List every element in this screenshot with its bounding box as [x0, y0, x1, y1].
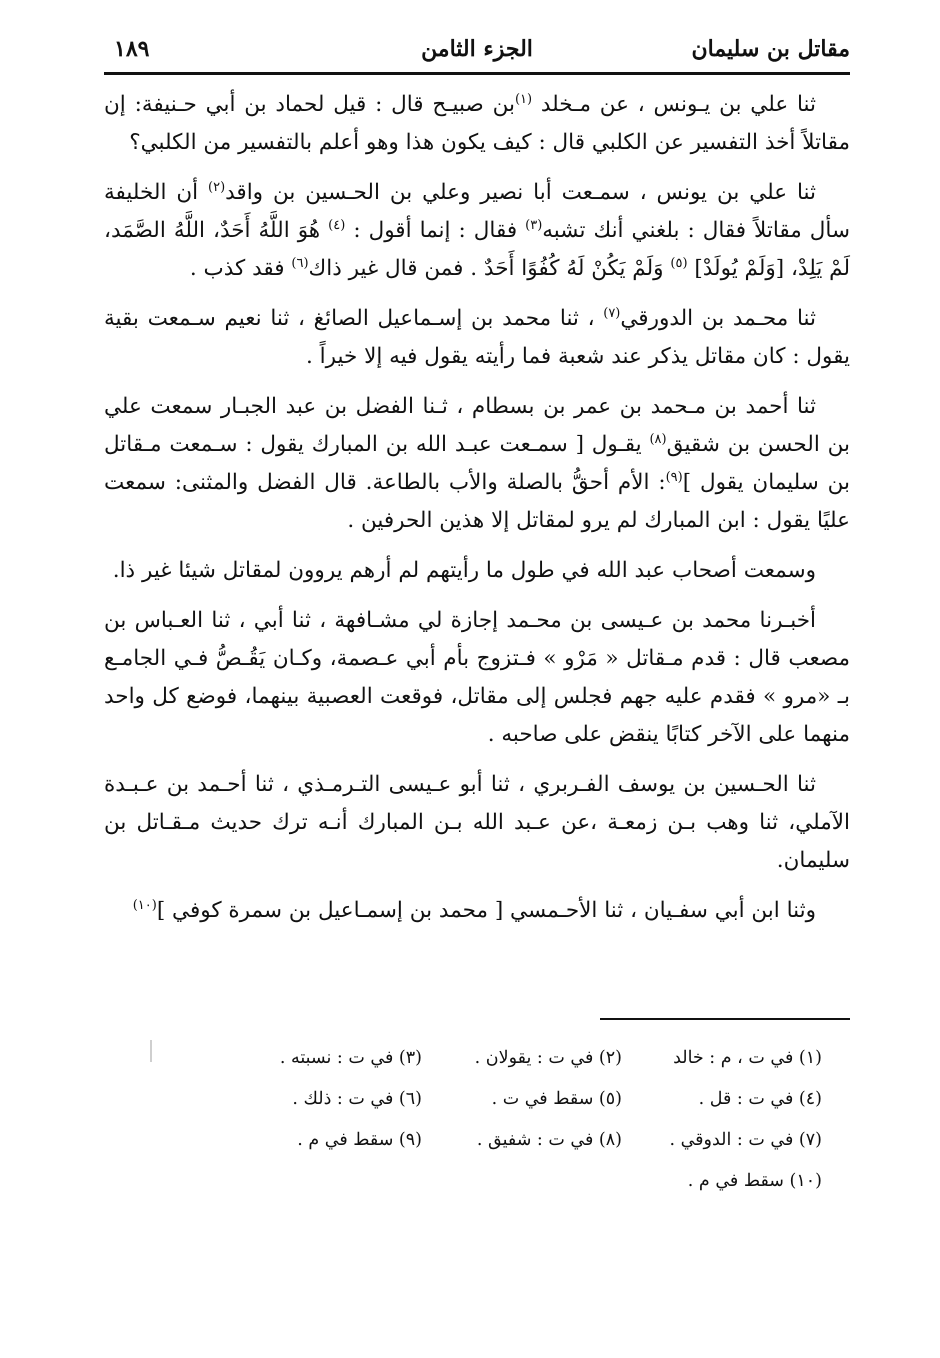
footnote-ref: (٩) [665, 469, 683, 485]
paragraph-text: فقد كذب . [189, 256, 292, 281]
paragraph [104, 552, 850, 590]
page-number: ١٨٩ [114, 36, 150, 62]
paragraph-text: وَلَمْ يَكُنْ لَهُ كُفُوًا أَحَدٌ . فمن قال غير ذاك [308, 256, 671, 281]
paragraph [104, 602, 850, 754]
running-header [104, 32, 850, 75]
paragraph-text: وثنا ابن أبي سفـيان ، ثنا الأحـمسي [ محمد بن إسمـاعيل بن سمرة كوفي ] [156, 898, 816, 923]
volume-label: الجزء الثامن [421, 36, 533, 62]
paragraph-text: هُوَ اللَّهُ أَحَدٌ، اللَّهُ الصَّمَد، لَمْ يَلِدْ، [وَلَمْ يُولَدْ] [104, 218, 850, 281]
footnote: (٤) في ت : قل . [698, 1089, 822, 1109]
paragraph-text: وسمعت أصحاب عبد الله في طول ما رأيتهم لم أرهم يروون لمقاتل شيئا غير ذا. [112, 558, 816, 583]
footnote: (٦) في ت : ذلك . [292, 1089, 422, 1109]
paragraph-text: ثنا علي بن يونس ، سمـعت أبا نصير وعلي بن الحـسين بن واقد [225, 180, 817, 205]
paragraph [104, 300, 850, 376]
paragraph-text: فقال : إنما أقول : [345, 218, 526, 243]
paragraph [104, 174, 850, 288]
footnote: (٧) في ت : الدوقي . [669, 1130, 822, 1150]
footnote-row [222, 1161, 822, 1202]
footnote-ref: (٨) [649, 431, 667, 447]
paragraph-text: ثنا محـمد بن الدورقي [620, 306, 816, 331]
footnote-ref: (٢) [208, 179, 226, 195]
footnote-ref: (١) [514, 91, 533, 107]
footnote: (٣) في ت : نسبته . [279, 1048, 422, 1068]
paragraph-text: ثنا علي بن يـونس ، عن مـخلد [532, 92, 816, 117]
footnote: (١) في ت ، م : خالد [673, 1048, 822, 1068]
footnote-separator [600, 1018, 850, 1020]
paragraph [104, 892, 850, 930]
footnote: (٨) في ت : شفيق . [476, 1130, 622, 1150]
footnote-row [222, 1038, 822, 1079]
footnote-row [222, 1120, 822, 1161]
paragraph-text: أن الخليفة سأل مقاتلاً فقال : بلغني أنك تشبه [104, 180, 850, 243]
paragraph [104, 766, 850, 880]
footnote-ref: (٣) [525, 217, 543, 233]
footnote: (٥) سقط في ت . [491, 1089, 622, 1109]
scan-mark [150, 1040, 152, 1062]
paragraph-text: يقـول [ سمـعت عبـد الله بن المبارك يقول : سـمعت مـقاتل بن سليمان يقول ] [104, 432, 851, 495]
page-body [104, 86, 850, 942]
paragraph-text: ، ثنا محمد بن إسـماعيل الصائغ ، ثنا نعيم سـمعت بقية يقول : كان مقاتل يذكر عند شعبة فما رأيته يقول فيه إلا خيراً . [104, 306, 850, 369]
paragraph-text: أخبـرنا محمد بن عـيسى بن محـمد إجازة لي مشـافهة ، ثنا أبي ، ثنا العـباس بن مصعب قال : قدم مـقاتل « مَرْو » فـتزوج بأم أبي عـصمة، وكـان يَقُـصُّ فـي الجامـع بـ «مرو » فقدم عليه جهم فجلس إلى مقاتل، فوقعت العصبية بينهما، فوضع كل واحد منهما على الآخر كتابًا ينقض على صاحبه . [104, 608, 850, 747]
paragraph-text: ثنا أحمد بن مـحمد بن عمر بن بسطام ، ثـنا الفضل بن عبد الجبـار سمعت علي بن الحسن بن شقيق [104, 394, 850, 457]
paragraph-text: : الأم أحقُّ بالصلة والأب بالطاعة. قال الفضل والمثنى: سمعت عليًا يقول : ابن المبارك لم يرو لمقاتل إلا هذين الحرفين . [104, 470, 850, 533]
footnote: (٢) في ت : يقولان . [474, 1048, 622, 1068]
footnote-ref: (٧) [603, 305, 621, 321]
paragraph-text: بن صبيـح قال : قيل لحماد بن أبي حـنيفة: إن مقاتلاً أخذ التفسير عن الكلبي قال : كيف يكون هذا وهو أعلم بالتفسير من الكلبي؟ [104, 92, 850, 155]
book-title: مقاتل بن سليمان [691, 36, 850, 62]
paragraph-text: ثنا الحـسين بن يوسف الفـربري ، ثنا أبو عـيسى التـرمـذي ، ثنا أحـمد بن عـبـدة الآملي، ثنا وهب بـن زمعـة ،عن عـبد الله بـن المبارك أنـه ترك حديث مـقـاتل بن سليمان. [104, 772, 850, 873]
paragraph [104, 86, 850, 162]
footnote: (١٠) سقط في م . [687, 1171, 822, 1191]
footnote-ref: (٤) [328, 217, 346, 233]
footnote-row [222, 1079, 822, 1120]
paragraph [104, 388, 850, 540]
footnotes [222, 1038, 822, 1202]
footnote-ref: (١٠) [132, 897, 157, 913]
footnote-ref: (٥) [670, 255, 688, 271]
footnote-ref: (٦) [291, 255, 309, 271]
footnote: (٩) سقط في م . [297, 1130, 422, 1150]
